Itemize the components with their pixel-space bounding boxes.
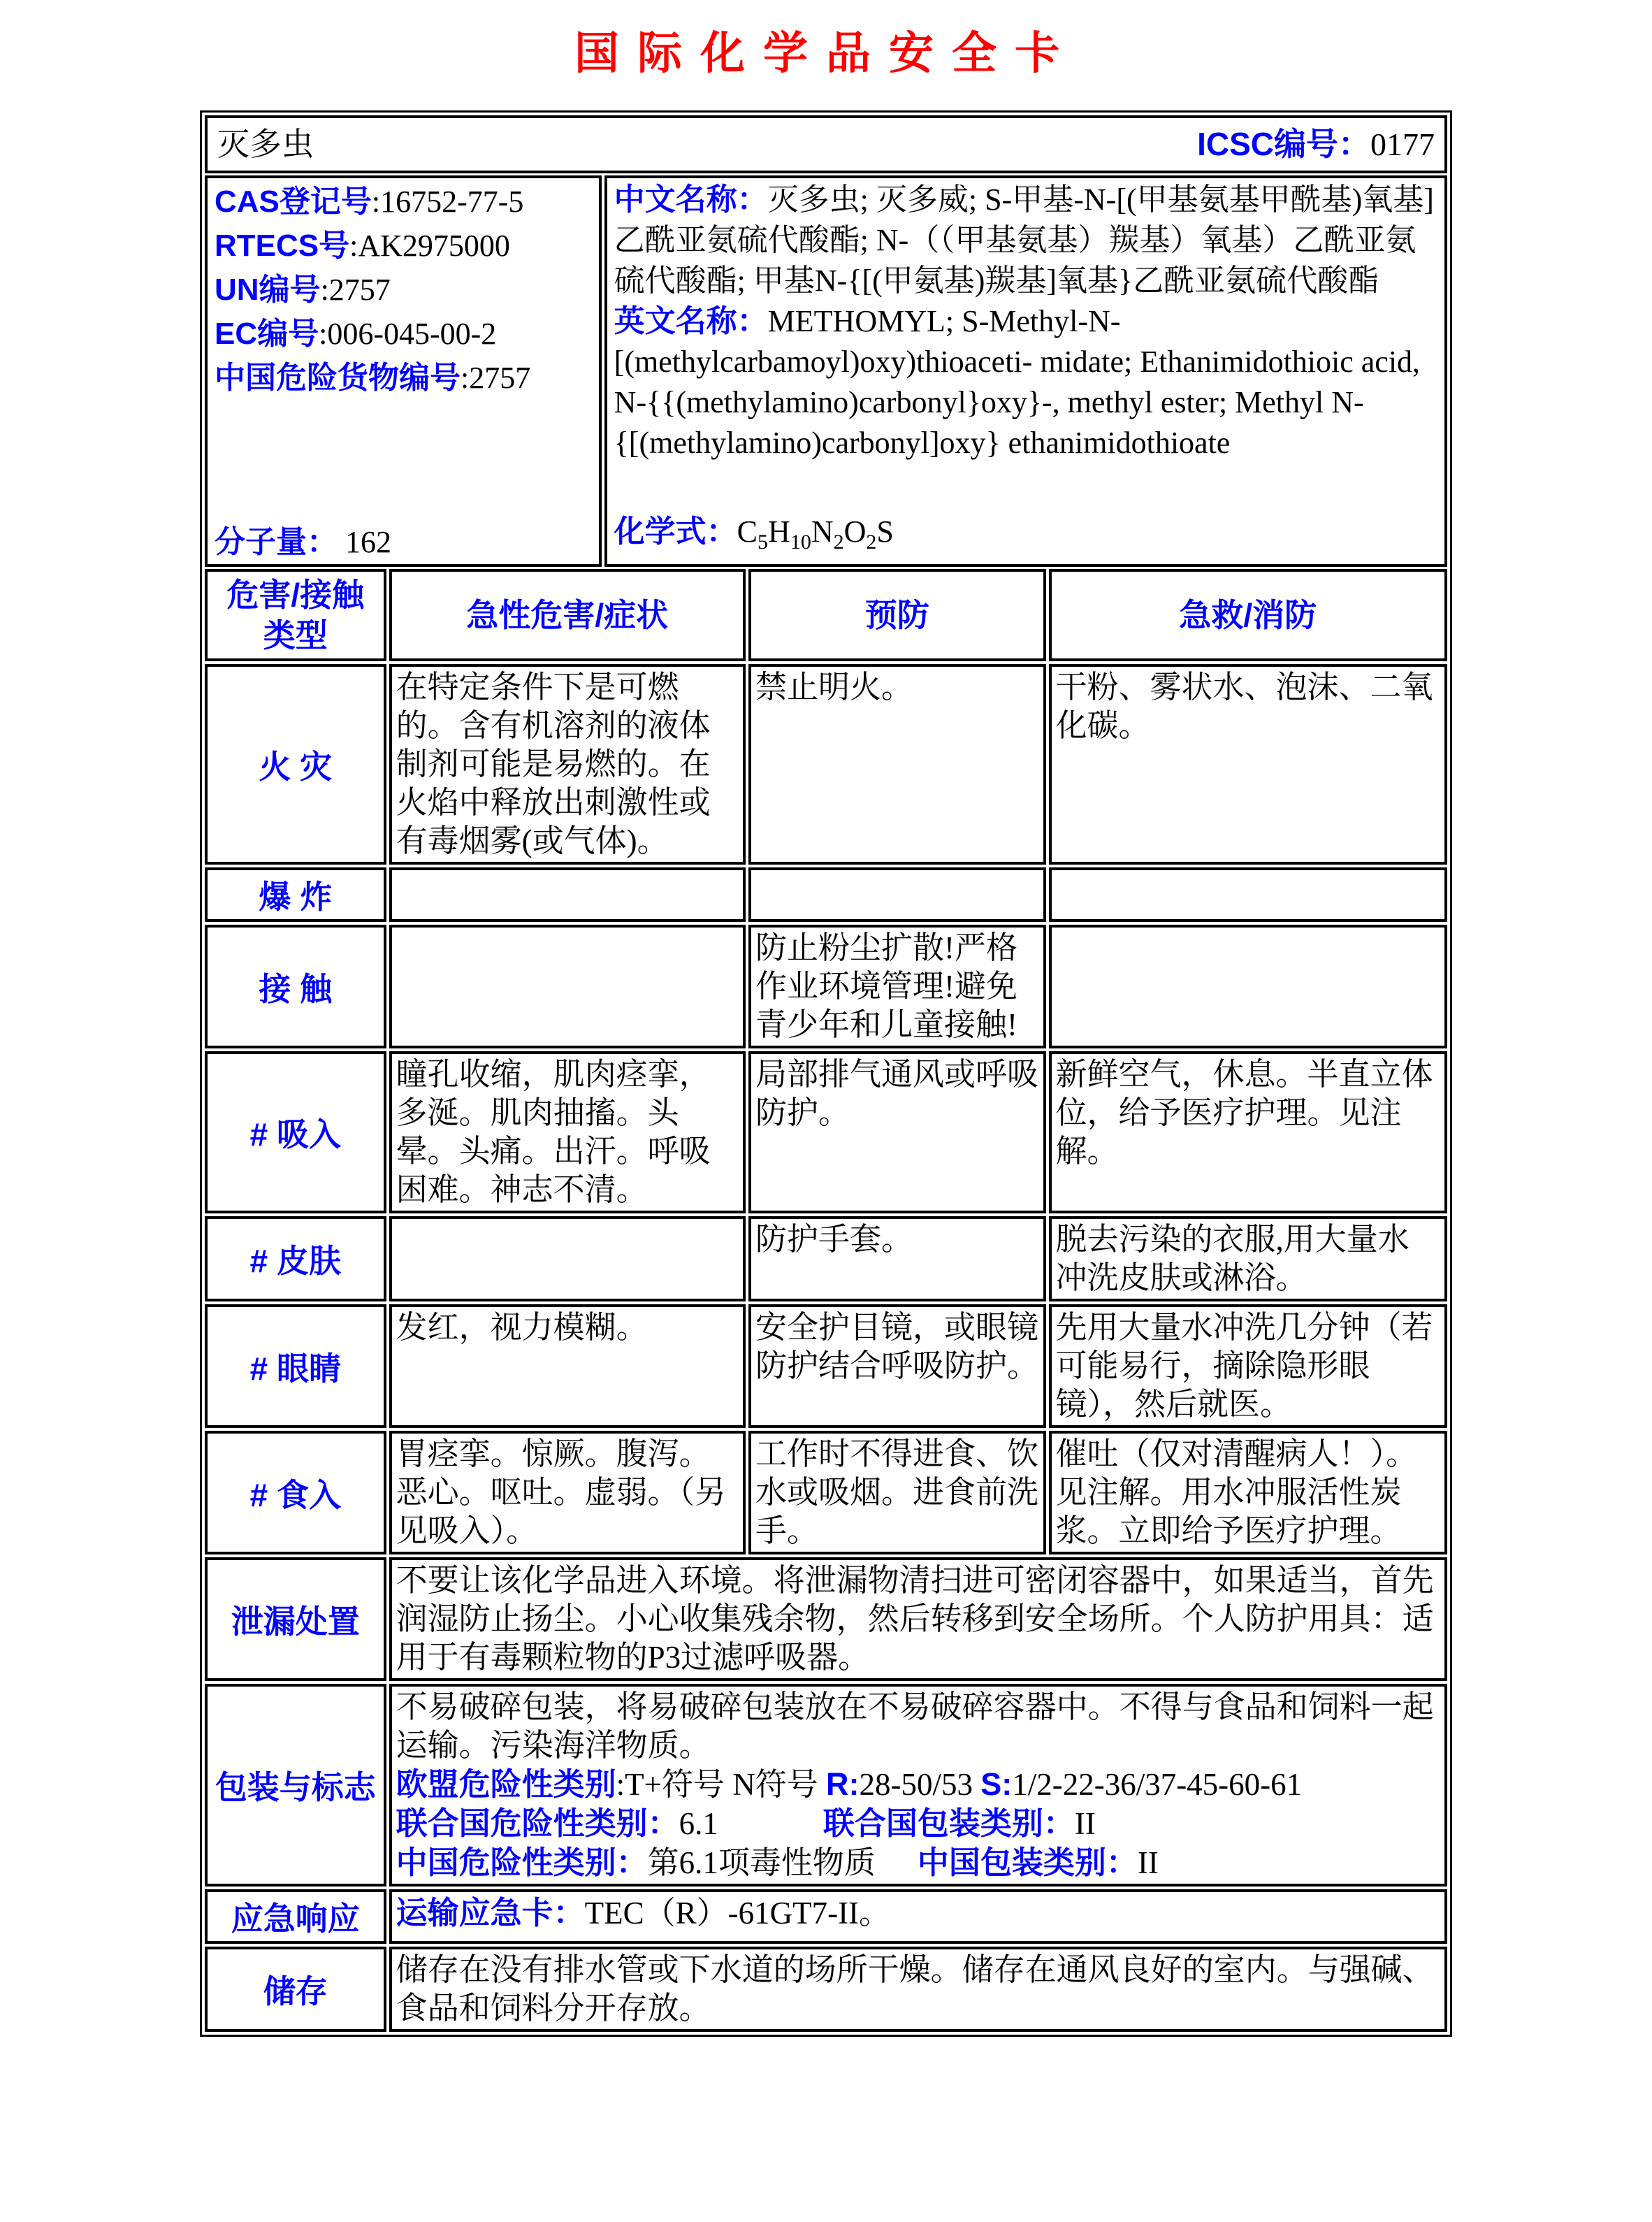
row-label-inhalation: # 吸入 — [205, 1051, 386, 1213]
explosion-symptoms — [389, 867, 746, 922]
chemical-name: 灭多虫 — [217, 126, 314, 162]
english-names: 英文名称：METHOMYL; S-Methyl-N-[(methylcarbamoyl)oxy)thioaceti- midate; Ethanimidothioic acid, N-{{(methylamino)carbonyl}oxy}-, methyl ester; Methyl N-{[(methylamino)carbonyl]oxy} ethanimidothioate — [614, 304, 1421, 460]
china-dangerous-goods-number: 中国危险货物编号:2757 — [215, 361, 531, 395]
col-header-firstaid: 急救/消防 — [1049, 569, 1447, 661]
exposure-prevention: 防止粉尘扩散!严格作业环境管理!避免青少年和儿童接触! — [748, 925, 1046, 1048]
header-cell — [205, 115, 1447, 173]
header-row — [205, 115, 1447, 173]
inhalation-firstaid: 新鲜空气，休息。半直立体位，给予医疗护理。见注解。 — [1049, 1051, 1447, 1213]
row-label-skin: # 皮肤 — [205, 1216, 386, 1301]
icsc-number-label: ICSC编号： — [1197, 126, 1370, 162]
row-label-exposure: 接 触 — [205, 925, 386, 1048]
hazard-row-exposure — [205, 925, 1447, 1048]
hazard-row-fire — [205, 664, 1447, 865]
spill-text: 不要让该化学品进入环境。将泄漏物清扫进可密闭容器中，如果适当，首先润湿防止扬尘。小心收集残余物，然后转移到安全场所。个人防护用具：适用于有毒颗粒物的P3过滤呼吸器。 — [389, 1557, 1447, 1681]
row-label-emergency: 应急响应 — [205, 1889, 386, 1944]
packing-cn-line: 中国危险性类别：第6.1项毒性物质 中国包装类别：II — [396, 1845, 1159, 1880]
exposure-symptoms — [389, 925, 746, 1048]
explosion-firstaid — [1049, 867, 1447, 922]
row-label-fire: 火 灾 — [205, 664, 386, 865]
fire-symptoms: 在特定条件下是可燃的。含有机溶剂的液体制剂可能是易燃的。在火焰中释放出刺激性或有毒烟雾(或气体)。 — [389, 664, 746, 865]
hazard-header-row — [205, 569, 1447, 661]
emergency-cell: 运输应急卡：TEC（R）-61GT7-II。 — [389, 1889, 1447, 1944]
hazard-row-emergency — [205, 1889, 1447, 1944]
un-number: UN编号:2757 — [215, 273, 391, 307]
ingestion-firstaid: 催吐（仅对清醒病人！）。见注解。用水冲服活性炭浆。立即给予医疗护理。 — [1049, 1431, 1447, 1554]
skin-prevention: 防护手套。 — [748, 1216, 1046, 1301]
chemical-formula: $C_5H_{10}N_2O_2S$ — [737, 514, 894, 554]
molecular-weight: 分子量： 162 — [215, 525, 391, 559]
chemical-formula-line: 化学式：$C_5H_{10}N_2O_2S$ — [614, 514, 894, 554]
eyes-symptoms: 发红，视力模糊。 — [389, 1304, 746, 1428]
ingestion-prevention: 工作时不得进食、饮水或吸烟。进食前洗手。 — [748, 1431, 1046, 1554]
row-label-storage: 储存 — [205, 1947, 386, 2032]
packing-cell — [389, 1684, 1447, 1886]
col-header-symptoms: 急性危害/症状 — [389, 569, 746, 661]
ingestion-symptoms: 胃痉挛。惊厥。腹泻。恶心。呕吐。虚弱。（另见吸入）。 — [389, 1431, 746, 1554]
rtecs-number: RTECS号:AK2975000 — [215, 229, 510, 263]
col-header-hazard-type: 危害/接触 类型 — [205, 569, 386, 661]
inhalation-prevention: 局部排气通风或呼吸防护。 — [748, 1051, 1046, 1213]
identification-row — [205, 175, 1447, 567]
cas-number: CAS登记号:16752-77-5 — [215, 185, 524, 219]
packing-transport-text: 不易破碎包装，将易破碎包装放在不易破碎容器中。不得与食品和饲料一起运输。污染海洋物质。 — [396, 1689, 1434, 1763]
names-cell — [604, 175, 1447, 567]
eyes-prevention: 安全护目镜，或眼镜防护结合呼吸防护。 — [748, 1304, 1046, 1428]
skin-firstaid: 脱去污染的衣服,用大量水冲洗皮肤或淋浴。 — [1049, 1216, 1447, 1301]
exposure-firstaid — [1049, 925, 1447, 1048]
identification-table — [202, 173, 1450, 570]
icsc-number-value: 0177 — [1370, 127, 1435, 162]
header-table — [202, 113, 1450, 176]
icsc-card — [200, 110, 1452, 2037]
row-label-ingestion: # 食入 — [205, 1431, 386, 1554]
explosion-prevention — [748, 867, 1046, 922]
hazard-row-inhalation — [205, 1051, 1447, 1213]
eyes-firstaid: 先用大量水冲洗几分钟（若可能易行，摘除隐形眼镜），然后就医。 — [1049, 1304, 1447, 1428]
hazard-row-packing — [205, 1684, 1447, 1886]
ec-number: EC编号:006-045-00-2 — [215, 317, 497, 351]
skin-symptoms — [389, 1216, 746, 1301]
hazard-table — [202, 566, 1450, 2035]
row-label-spill: 泄漏处置 — [205, 1557, 386, 1681]
row-label-explosion: 爆 炸 — [205, 867, 386, 922]
hazard-row-storage — [205, 1947, 1447, 2032]
hazard-row-skin — [205, 1216, 1447, 1301]
col-header-prevention: 预防 — [748, 569, 1046, 661]
hazard-row-explosion — [205, 867, 1447, 922]
hazard-row-ingestion — [205, 1431, 1447, 1554]
page-title: 国际化学品安全卡 — [574, 28, 1078, 78]
chinese-names: 中文名称：灭多虫; 灭多威; S-甲基-N-[(甲基氨基甲酰基)氧基]乙酰亚氨硫代酸酯; N-（（甲基氨基）羰基）氧基）乙酰亚氨硫代酸酯; 甲基N-{[(甲氨基)羰基]氧基}乙酰亚氨硫代酸酯 — [614, 182, 1434, 298]
packing-eu-line: 欧盟危险性类别:T+符号 N符号 R:28-50/53 S:1/2-22-36/37-45-60-61 — [396, 1766, 1303, 1802]
row-label-eyes: # 眼睛 — [205, 1304, 386, 1428]
row-label-packing: 包装与标志 — [205, 1684, 386, 1886]
hazard-row-eyes — [205, 1304, 1447, 1428]
packing-un-line: 联合国危险性类别：6.1 联合国包装类别：II — [396, 1805, 1096, 1841]
registry-numbers-cell — [205, 175, 602, 567]
hazard-row-spill — [205, 1557, 1447, 1681]
icsc-number — [1197, 122, 1435, 166]
storage-text: 储存在没有排水管或下水道的场所干燥。储存在通风良好的室内。与强碱、食品和饲料分开存放。 — [389, 1947, 1447, 2032]
fire-firstaid: 干粉、雾状水、泡沫、二氧化碳。 — [1049, 664, 1447, 865]
fire-prevention: 禁止明火。 — [748, 664, 1046, 865]
inhalation-symptoms: 瞳孔收缩，肌肉痉挛，多涎。肌肉抽搐。头晕。头痛。出汗。呼吸困难。神志不清。 — [389, 1051, 746, 1213]
